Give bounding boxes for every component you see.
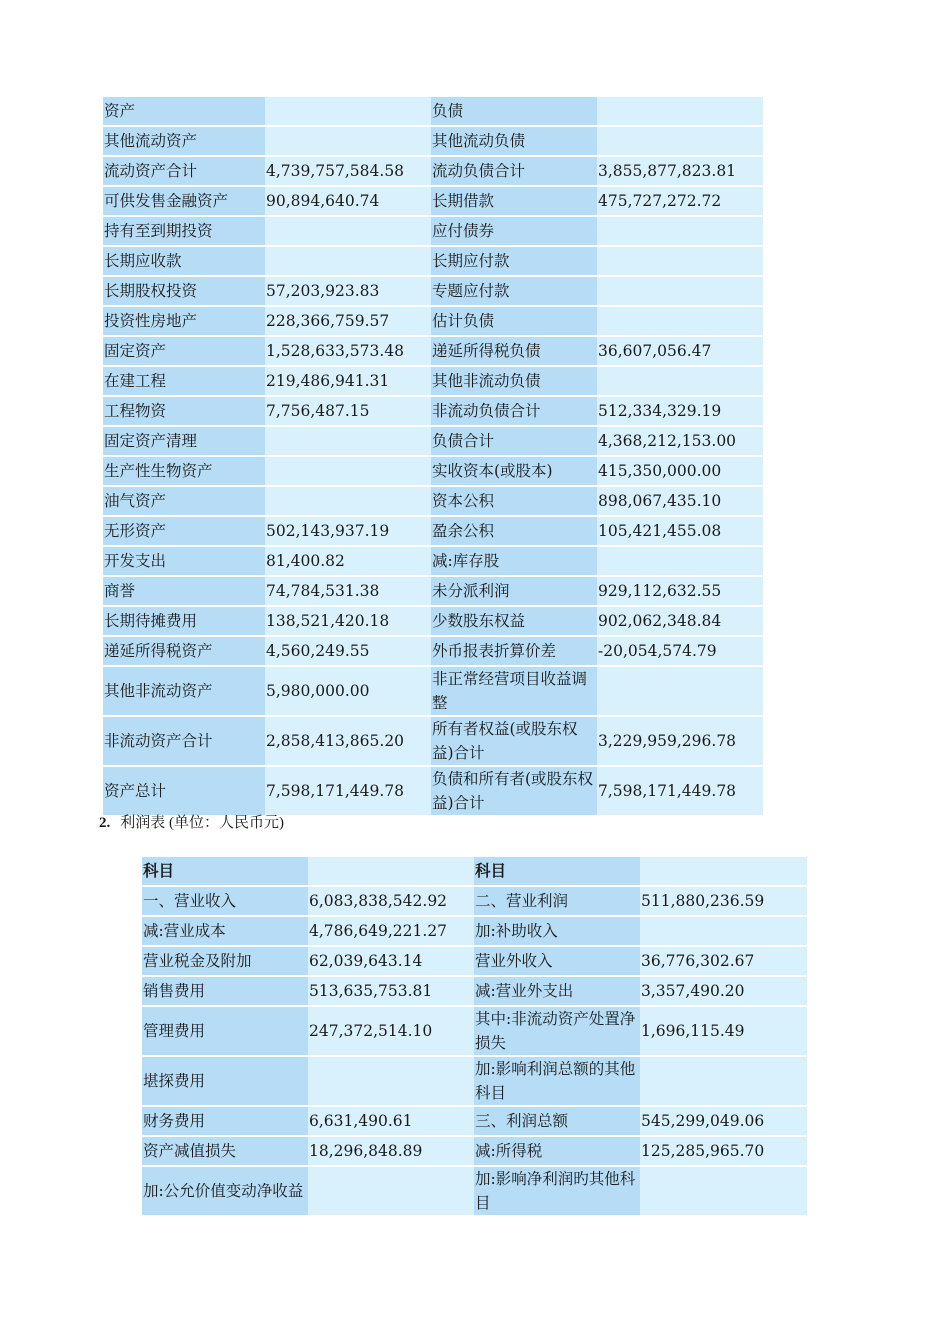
row-label-cell: 投资性房地产 (103, 307, 265, 337)
table-row (142, 1137, 807, 1167)
row-value-cell: 545,299,049.06 (640, 1107, 807, 1137)
row-value-cell (265, 127, 431, 157)
row-value-cell: 6,083,838,542.92 (308, 887, 474, 917)
row-value-cell (265, 97, 431, 127)
row-label-cell: 加:补助收入 (474, 917, 640, 947)
row-label-cell: 在建工程 (103, 367, 265, 397)
row-label-cell: 科目 (142, 857, 308, 887)
table-row (103, 717, 763, 767)
row-value-cell: 3,357,490.20 (640, 977, 807, 1007)
table-row (103, 487, 763, 517)
row-label-cell: 堪探费用 (142, 1057, 308, 1107)
row-label-cell: 少数股东权益 (431, 607, 597, 637)
row-value-cell (597, 547, 763, 577)
row-label-cell: 减:所得税 (474, 1137, 640, 1167)
row-label-cell: 其他非流动资产 (103, 667, 265, 717)
row-label-cell: 估计负债 (431, 307, 597, 337)
row-value-cell: 475,727,272.72 (597, 187, 763, 217)
row-value-cell: 7,598,171,449.78 (597, 767, 763, 817)
table-row (103, 277, 763, 307)
row-label-cell: 财务费用 (142, 1107, 308, 1137)
balance-sheet-table (103, 97, 763, 817)
row-label-cell: 三、利润总额 (474, 1107, 640, 1137)
row-value-cell (640, 857, 807, 887)
row-label-cell: 长期应付款 (431, 247, 597, 277)
row-label-cell: 持有至到期投资 (103, 217, 265, 247)
row-value-cell: 105,421,455.08 (597, 517, 763, 547)
income-statement-table (142, 857, 807, 1217)
row-value-cell (597, 367, 763, 397)
row-value-cell: 57,203,923.83 (265, 277, 431, 307)
row-label-cell: 管理费用 (142, 1007, 308, 1057)
row-label-cell: 递延所得税资产 (103, 637, 265, 667)
row-value-cell: 228,366,759.57 (265, 307, 431, 337)
row-value-cell (597, 667, 763, 717)
row-label-cell: 其中:非流动资产处置净损失 (474, 1007, 640, 1057)
table-row (142, 917, 807, 947)
row-value-cell: 898,067,435.10 (597, 487, 763, 517)
table-row (103, 307, 763, 337)
row-value-cell (597, 127, 763, 157)
row-label-cell: 减:营业成本 (142, 917, 308, 947)
table-row (103, 577, 763, 607)
row-label-cell: 营业税金及附加 (142, 947, 308, 977)
row-label-cell: 应付债券 (431, 217, 597, 247)
row-label-cell: 非流动负债合计 (431, 397, 597, 427)
row-value-cell: 3,229,959,296.78 (597, 717, 763, 767)
row-value-cell: 138,521,420.18 (265, 607, 431, 637)
row-value-cell (640, 1057, 807, 1107)
row-label-cell: 流动资产合计 (103, 157, 265, 187)
row-label-cell: 加:公允价值变动净收益 (142, 1167, 308, 1217)
row-value-cell: 513,635,753.81 (308, 977, 474, 1007)
row-value-cell (265, 247, 431, 277)
row-label-cell: 专题应付款 (431, 277, 597, 307)
row-label-cell: 长期股权投资 (103, 277, 265, 307)
row-value-cell (597, 307, 763, 337)
table-row (103, 547, 763, 577)
table-row (142, 1057, 807, 1107)
row-value-cell: 219,486,941.31 (265, 367, 431, 397)
row-value-cell (597, 97, 763, 127)
row-label-cell: 销售费用 (142, 977, 308, 1007)
table-row (142, 1167, 807, 1217)
table-row (103, 187, 763, 217)
row-value-cell: 125,285,965.70 (640, 1137, 807, 1167)
row-value-cell: 81,400.82 (265, 547, 431, 577)
table-row (103, 427, 763, 457)
row-label-cell: 其他非流动负债 (431, 367, 597, 397)
row-label-cell: 长期借款 (431, 187, 597, 217)
row-label-cell: 非流动资产合计 (103, 717, 265, 767)
row-value-cell: 36,607,056.47 (597, 337, 763, 367)
row-value-cell: 2,858,413,865.20 (265, 717, 431, 767)
row-label-cell: 外币报表折算价差 (431, 637, 597, 667)
row-label-cell: 资产总计 (103, 767, 265, 817)
row-label-cell: 资产 (103, 97, 265, 127)
row-label-cell: 减:库存股 (431, 547, 597, 577)
row-value-cell (308, 1057, 474, 1107)
row-value-cell (265, 487, 431, 517)
row-label-cell: 其他流动负债 (431, 127, 597, 157)
row-label-cell: 营业外收入 (474, 947, 640, 977)
row-value-cell (597, 277, 763, 307)
row-value-cell (265, 217, 431, 247)
row-value-cell: 6,631,490.61 (308, 1107, 474, 1137)
caption-title: 利润表 (单位：人民币元) (120, 815, 284, 831)
table-row (103, 607, 763, 637)
table-row (103, 97, 763, 127)
row-label-cell: 科目 (474, 857, 640, 887)
row-label-cell: 商誉 (103, 577, 265, 607)
row-value-cell: 36,776,302.67 (640, 947, 807, 977)
row-value-cell (640, 1167, 807, 1217)
row-label-cell: 负债和所有者(或股东权益)合计 (431, 767, 597, 817)
row-value-cell: 415,350,000.00 (597, 457, 763, 487)
row-value-cell: 511,880,236.59 (640, 887, 807, 917)
table-row (142, 947, 807, 977)
row-label-cell: 一、营业收入 (142, 887, 308, 917)
table-row (103, 247, 763, 277)
table-row (103, 157, 763, 187)
row-label-cell: 未分派利润 (431, 577, 597, 607)
row-label-cell: 实收资本(或股本) (431, 457, 597, 487)
row-value-cell: 3,855,877,823.81 (597, 157, 763, 187)
table-row (103, 667, 763, 717)
row-label-cell: 其他流动资产 (103, 127, 265, 157)
row-value-cell: 929,112,632.55 (597, 577, 763, 607)
row-value-cell (640, 917, 807, 947)
row-value-cell (597, 217, 763, 247)
row-value-cell: 502,143,937.19 (265, 517, 431, 547)
row-label-cell: 长期待摊费用 (103, 607, 265, 637)
row-value-cell (265, 427, 431, 457)
row-value-cell: 7,756,487.15 (265, 397, 431, 427)
table-row (103, 127, 763, 157)
row-value-cell (265, 457, 431, 487)
row-value-cell: 1,696,115.49 (640, 1007, 807, 1057)
row-value-cell: 1,528,633,573.48 (265, 337, 431, 367)
row-value-cell: 18,296,848.89 (308, 1137, 474, 1167)
table-row (142, 887, 807, 917)
table-row (142, 1107, 807, 1137)
row-label-cell: 无形资产 (103, 517, 265, 547)
row-value-cell: 4,739,757,584.58 (265, 157, 431, 187)
row-value-cell (308, 1167, 474, 1217)
row-label-cell: 开发支出 (103, 547, 265, 577)
row-label-cell: 二、营业利润 (474, 887, 640, 917)
row-label-cell: 油气资产 (103, 487, 265, 517)
row-label-cell: 负债合计 (431, 427, 597, 457)
row-label-cell: 负债 (431, 97, 597, 127)
row-label-cell: 固定资产清理 (103, 427, 265, 457)
row-label-cell: 所有者权益(或股东权益)合计 (431, 717, 597, 767)
row-label-cell: 盈余公积 (431, 517, 597, 547)
table-row (103, 337, 763, 367)
row-value-cell: -20,054,574.79 (597, 637, 763, 667)
table-row (103, 217, 763, 247)
row-label-cell: 减:营业外支出 (474, 977, 640, 1007)
table-row (103, 367, 763, 397)
row-label-cell: 工程物资 (103, 397, 265, 427)
table-row (103, 517, 763, 547)
table-row (142, 857, 807, 887)
table-row (103, 767, 763, 817)
table-row (142, 1007, 807, 1057)
row-value-cell: 90,894,640.74 (265, 187, 431, 217)
caption-number: 2. (99, 815, 111, 831)
row-label-cell: 加:影响净利润旳其他科目 (474, 1167, 640, 1217)
row-label-cell: 生产性生物资产 (103, 457, 265, 487)
row-value-cell: 62,039,643.14 (308, 947, 474, 977)
row-label-cell: 资产减值损失 (142, 1137, 308, 1167)
row-value-cell: 4,368,212,153.00 (597, 427, 763, 457)
row-label-cell: 资本公积 (431, 487, 597, 517)
row-value-cell: 247,372,514.10 (308, 1007, 474, 1057)
row-value-cell (597, 247, 763, 277)
row-label-cell: 非正常经营项目收益调整 (431, 667, 597, 717)
row-label-cell: 长期应收款 (103, 247, 265, 277)
table-row (142, 977, 807, 1007)
row-label-cell: 固定资产 (103, 337, 265, 367)
income-statement-caption (99, 812, 284, 834)
table-row (103, 397, 763, 427)
row-value-cell: 4,786,649,221.27 (308, 917, 474, 947)
row-value-cell: 74,784,531.38 (265, 577, 431, 607)
row-value-cell: 5,980,000.00 (265, 667, 431, 717)
row-label-cell: 流动负债合计 (431, 157, 597, 187)
row-label-cell: 可供发售金融资产 (103, 187, 265, 217)
row-value-cell (308, 857, 474, 887)
row-value-cell: 512,334,329.19 (597, 397, 763, 427)
row-label-cell: 递延所得税负债 (431, 337, 597, 367)
table-row (103, 637, 763, 667)
row-value-cell: 4,560,249.55 (265, 637, 431, 667)
row-label-cell: 加:影响利润总额的其他科目 (474, 1057, 640, 1107)
row-value-cell: 902,062,348.84 (597, 607, 763, 637)
table-row (103, 457, 763, 487)
row-value-cell: 7,598,171,449.78 (265, 767, 431, 817)
